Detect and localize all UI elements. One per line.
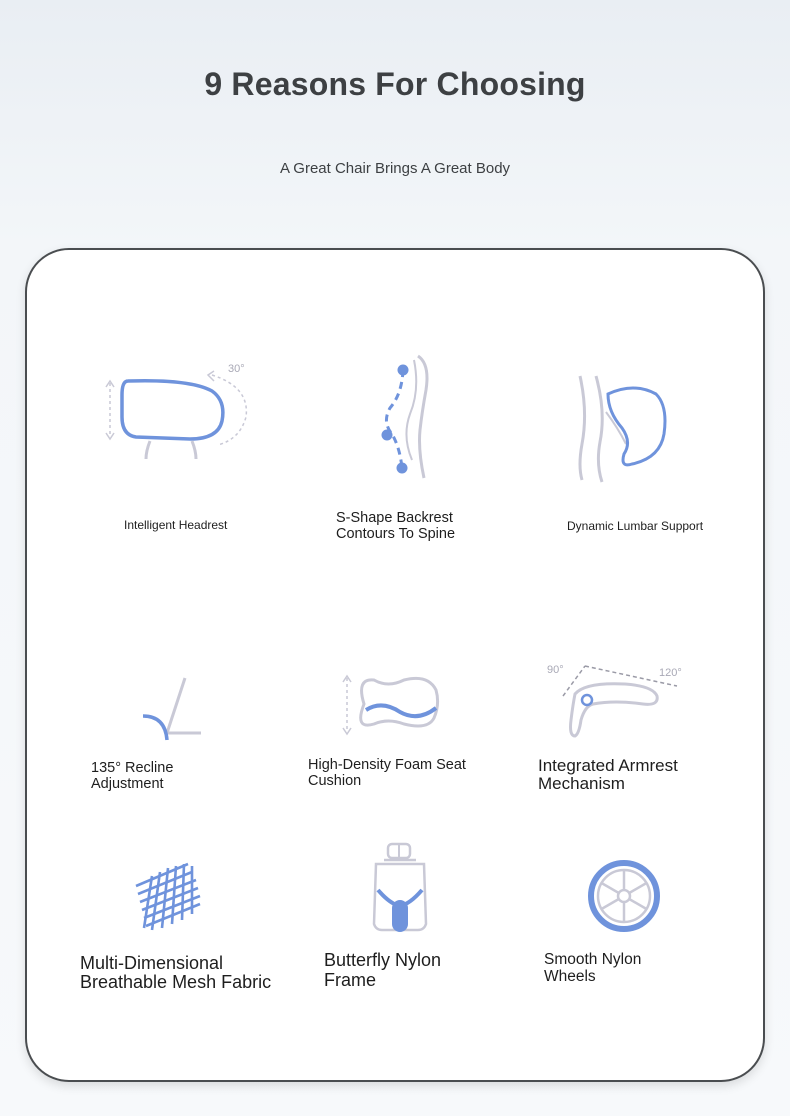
feature-label: Dynamic Lumbar Support — [567, 519, 704, 533]
headrest-icon — [100, 355, 260, 465]
recline-angle-icon — [135, 670, 210, 745]
feature-label: S-Shape Backrest Contours To Spine — [336, 510, 456, 542]
foam-cushion-icon — [338, 670, 443, 740]
lumbar-support-icon — [572, 372, 672, 487]
wheel-icon — [586, 858, 662, 934]
feature-label: Intelligent Headrest — [124, 518, 228, 532]
armrest-angle-right: 120° — [659, 667, 682, 679]
s-shape-backrest-icon — [370, 350, 440, 485]
page-title: 9 Reasons For Choosing — [204, 66, 586, 102]
feature-label: Smooth Nylon Wheels — [544, 951, 642, 985]
headrest-angle-label: 30° — [228, 363, 245, 375]
armrest-icon — [545, 660, 695, 745]
feature-label: 135° Recline Adjustment — [91, 760, 174, 792]
feature-label: Butterfly Nylon Frame — [324, 950, 442, 991]
feature-label: High-Density Foam Seat Cushion — [308, 757, 466, 789]
armrest-angle-left: 90° — [547, 664, 564, 676]
page-subtitle: A Great Chair Brings A Great Body — [279, 160, 511, 177]
butterfly-frame-icon — [370, 840, 430, 936]
feature-label: Multi-Dimensional Breathable Mesh Fabric — [80, 953, 272, 993]
mesh-fabric-icon — [130, 858, 206, 934]
feature-label: Integrated Armrest Mechanism — [538, 756, 678, 794]
